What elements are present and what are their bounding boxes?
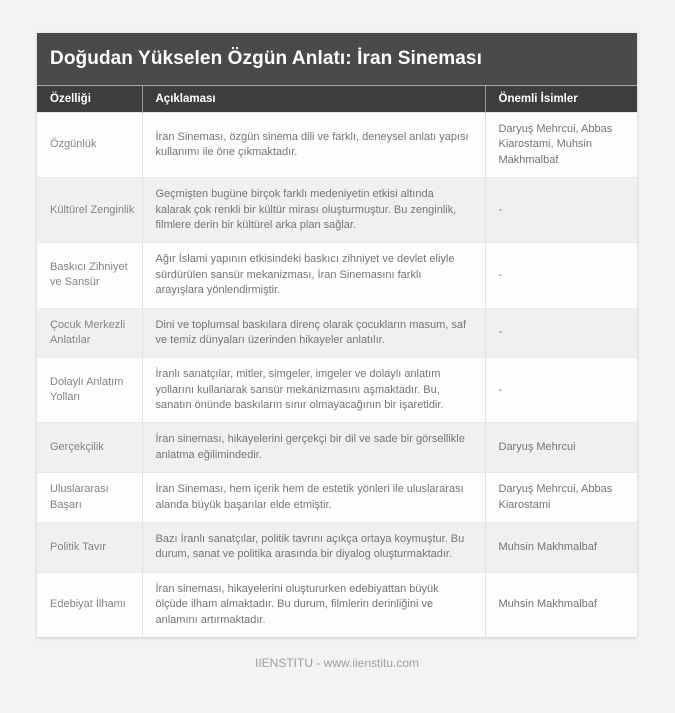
table-row — [37, 243, 637, 308]
feature-cell: Gerçekçilik — [50, 441, 104, 454]
names-cell: Daryuş Mehrcui — [485, 423, 637, 473]
table-row — [37, 523, 637, 573]
feature-cell: Özgünlük — [50, 138, 97, 151]
feature-cell: Uluslararası Başarı — [50, 483, 109, 511]
table-row — [37, 473, 637, 523]
description-cell: İran Sineması, hem içerik hem de estetik yönleri ile uluslararası alanda büyük başarılar elde etmiştir. — [142, 473, 485, 523]
feature-cell: Politik Tavır — [50, 540, 107, 553]
description-cell: İran Sineması, özgün sinema dili ve farklı, deneysel anlatı yapısı kullanımı ile öne çıkmaktadır. — [142, 113, 485, 178]
feature-cell: Dolaylı Anlatım Yolları — [50, 375, 124, 404]
names-cell: Muhsin Makhmalbaf — [485, 523, 637, 573]
table-row — [37, 113, 637, 178]
description-cell: Bazı İranlı sanatçılar, politik tavrını açıkça ortaya koymuştur. Bu durum, sanat ve politika arasında bir diyalog oluşturmaktadır. — [142, 523, 485, 573]
column-header-feature: Özelliği — [37, 86, 142, 113]
feature-cell: Kültürel Zenginlik — [50, 203, 135, 216]
names-cell: - — [485, 358, 637, 423]
description-cell: İranlı sanatçılar, mitler, simgeler, imgeler ve dolaylı anlatım yollarını kullanarak sansür mekanizmasını aşmaktadır. Bu, sanatın önünde baskıların sınır olmayacağının bir işaretidir. — [142, 358, 485, 423]
footer-credit: IIENSTITU - www.iienstitu.com — [254, 656, 420, 670]
column-header-description: Açıklaması — [142, 86, 485, 113]
feature-cell: Edebiyat İlhamı — [50, 598, 126, 611]
description-cell: Ağır İslami yapının etkisindeki baskıcı zihniyet ve devlet eliyle sürdürülen sansür mekanizması, İran Sinemasını farklı arayışlara yönlendirmiştir. — [142, 243, 485, 308]
content-card — [37, 33, 637, 637]
table-row — [37, 178, 637, 243]
description-cell: Dini ve toplumsal baskılara direnç olarak çocukların masum, saf ve temiz dünyaları üzerinden hikayeler anlatılır. — [142, 308, 485, 358]
names-cell: Daryuş Mehrcui, Abbas Kiarostami — [485, 473, 637, 523]
table-row — [37, 308, 637, 358]
feature-cell: Baskıcı Zihniyet ve Sansür — [50, 261, 128, 289]
names-cell: Daryuş Mehrcui, Abbas Kiarostami, Muhsin Makhmalbaf — [485, 113, 637, 178]
names-cell: - — [485, 243, 637, 308]
description-cell: İran sineması, hikayelerini gerçekçi bir dil ve sade bir görsellikle anlatma eğilimindedir. — [142, 423, 485, 473]
description-cell: Geçmişten bugüne birçok farklı medeniyetin etkisi altında kalarak çok renkli bir kültür mirası oluşturmuştur. Bu zenginlik, filmlere derin bir kültürel arka plan sağlar. — [142, 178, 485, 243]
column-header-names: Önemli İsimler — [485, 86, 637, 113]
description-cell: İran sineması, hikayelerini oluştururken edebiyattan büyük ölçüde ilham almaktadır. Bu durum, filmlerin derinliğini ve anlamını artırmaktadır. — [142, 572, 485, 637]
table-row — [37, 423, 637, 473]
feature-cell: Çocuk Merkezli Anlatılar — [50, 318, 126, 346]
table-row — [37, 358, 637, 423]
names-cell: Muhsin Makhmalbaf — [485, 572, 637, 637]
names-cell: - — [485, 308, 637, 358]
table-row — [37, 572, 637, 637]
table-header-row — [37, 86, 637, 113]
page-title: Doğudan Yükselen Özgün Anlatı: İran Sineması — [37, 33, 637, 85]
names-cell: - — [485, 178, 637, 243]
features-table — [37, 85, 637, 637]
